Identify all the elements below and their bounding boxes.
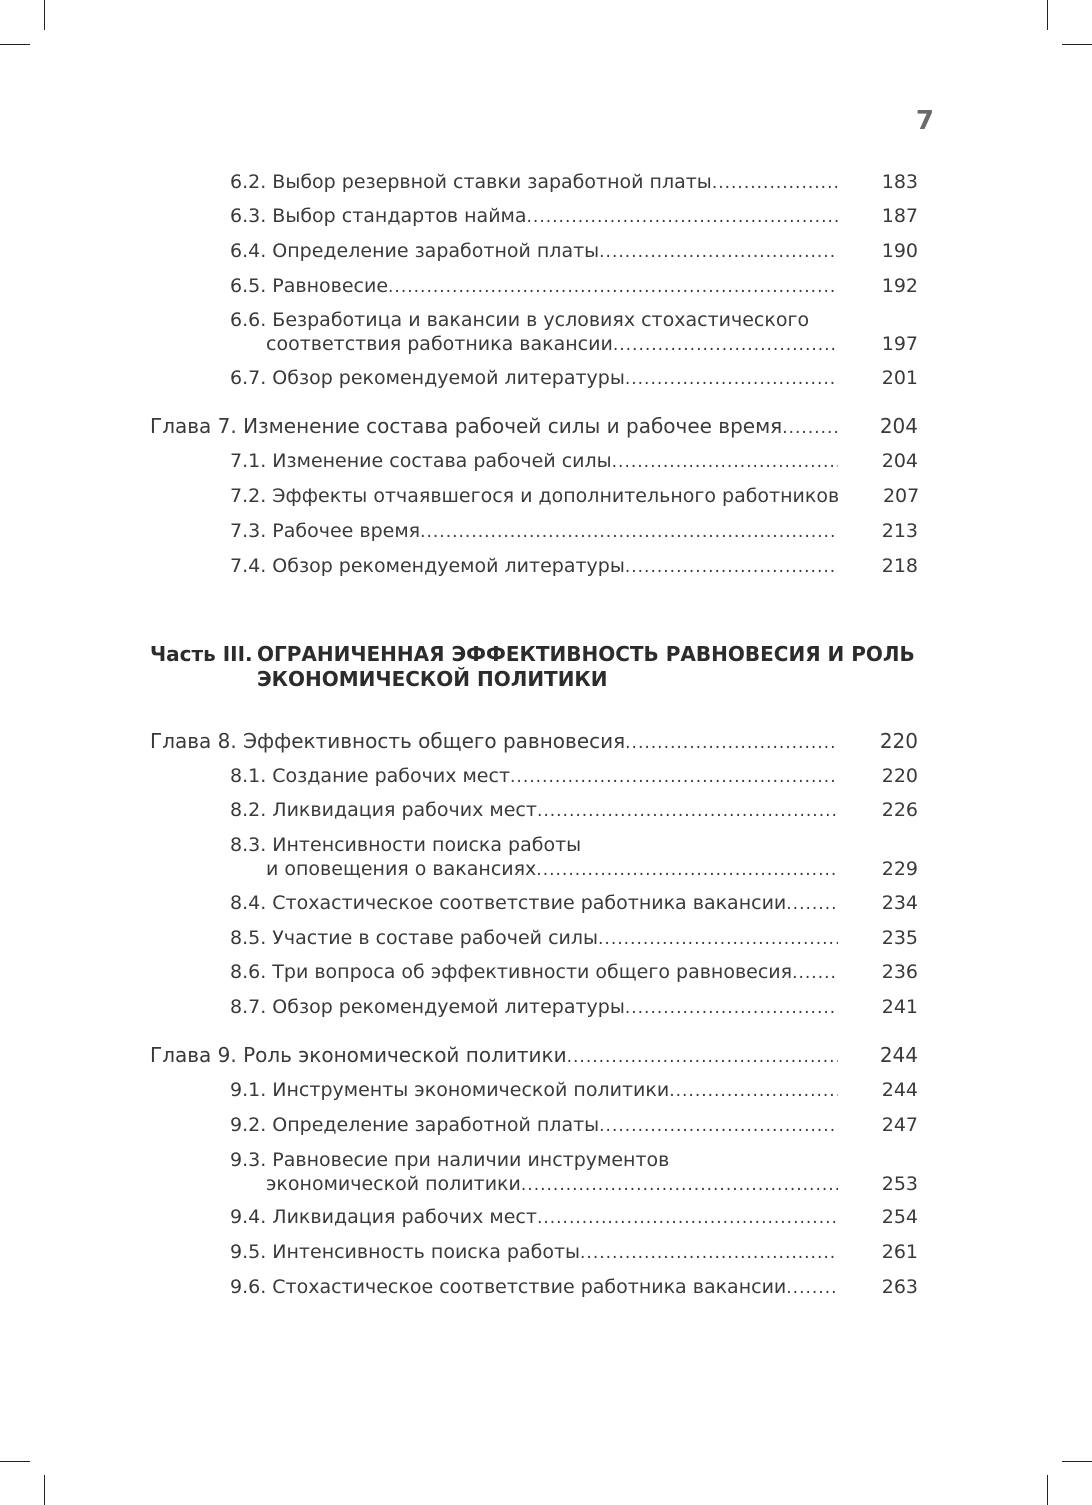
toc-entry-page: 218 [881,555,918,577]
toc-entry[interactable] [230,995,918,1020]
toc-entry[interactable] [230,239,918,264]
leader-dots [669,1079,838,1103]
toc-entry-title: 9.3. Равновесие при наличии инструментов [230,1149,670,1171]
toc-entry-title: 8.7. Обзор рекомендуемой литературы [230,996,625,1018]
toc-entry[interactable] [230,891,918,916]
toc-entry-page: 207 [882,485,920,507]
toc-entry[interactable] [230,798,918,823]
part-title-line1: ОГРАНИЧЕННАЯ ЭФФЕКТИВНОСТЬ РАВНОВЕСИЯ И РОЛЬ [257,642,915,666]
toc-entry[interactable] [230,764,918,789]
toc-entry-title: 7.3. Рабочее время [230,520,421,542]
leader-dots [625,731,838,755]
toc-entry-title-cont: соответствия работника вакансии [266,333,613,355]
toc-entry[interactable] [230,308,918,357]
toc-chapter-title: Глава 8. Эффективность общего равновесия [150,729,626,753]
leader-dots [537,1206,838,1230]
leader-dots [388,275,838,299]
toc-entry-page: 263 [881,1276,918,1298]
toc-chapter-title: Глава 9. Роль экономической политики [150,1043,567,1067]
crop-mark [1062,1461,1092,1462]
part-title-line2: ЭКОНОМИЧЕСКОЙ ПОЛИТИКИ [257,667,608,691]
toc-entry-page: 253 [881,1173,918,1195]
leader-dots [612,450,838,474]
crop-mark [1047,1475,1048,1505]
toc-entry-title: 8.6. Три вопроса об эффективности общего равновесия [230,961,793,983]
toc-entry-title: 6.6. Безработица и вакансии в условиях стохастического [230,309,810,331]
leader-dots [567,1045,838,1069]
toc-entry-title: 7.2. Эффекты отчаявшегося и дополнительного работников [230,485,840,507]
toc-entry-page: 235 [881,927,918,949]
leader-dots [510,765,838,789]
toc-entry-title: 9.1. Инструменты экономической политики [230,1079,670,1101]
leader-dots [599,1114,838,1138]
toc-entry[interactable] [230,449,918,474]
toc-chapter-page: 204 [879,414,918,438]
toc-chapter[interactable] [150,414,918,440]
toc-entry[interactable] [230,926,918,951]
leader-dots [712,171,838,195]
toc-entry-page: 254 [881,1206,918,1228]
toc-entry-title: 9.6. Стохастическое соответствие работника вакансии [230,1276,787,1298]
toc-entry-page: 244 [881,1079,918,1101]
leader-dots [613,333,838,357]
toc-entry-page: 197 [881,333,918,355]
toc-entry-page: 204 [881,450,918,472]
toc-chapter-page: 220 [879,729,918,753]
leader-dots [625,996,838,1020]
toc-entry-title: 9.5. Интенсивность поиска работы [230,1241,581,1263]
toc-entry[interactable] [230,274,918,299]
toc-entry[interactable] [230,1113,918,1138]
crop-mark [1047,0,1048,30]
toc-entry-page: 236 [881,961,918,983]
leader-dots [625,367,838,391]
toc-entry-page: 220 [881,765,918,787]
toc-entry-title: 7.4. Обзор рекомендуемой литературы [230,555,625,577]
toc-entry-title: 9.4. Ликвидация рабочих мест [230,1206,537,1228]
leader-dots [782,416,838,440]
toc-entry-page: 261 [881,1241,918,1263]
toc-entry-page: 241 [881,996,918,1018]
leader-dots [786,1276,838,1300]
toc-entry-page: 201 [881,367,918,389]
toc-entry[interactable] [230,1275,918,1300]
crop-mark [44,1475,45,1505]
crop-mark [0,44,30,45]
toc-entry-title: 6.4. Определение заработной платы [230,240,600,262]
toc-entry-page: 183 [881,171,918,193]
toc-entry-title-cont: и оповещения о вакансиях [266,858,537,880]
toc-entry[interactable] [230,1078,918,1103]
toc-entry-page: 190 [881,240,918,262]
toc-entry-title: 6.2. Выбор резервной ставки заработной платы [230,171,712,193]
toc-entry[interactable] [230,170,918,195]
toc-chapter-page: 244 [879,1043,918,1067]
toc-entry-title: 8.4. Стохастическое соответствие работника вакансии [230,892,787,914]
toc-entry-title: 7.1. Изменение состава рабочей силы [230,450,612,472]
crop-mark [44,0,45,30]
leader-dots [580,1241,838,1265]
toc-entry[interactable] [230,1148,918,1197]
toc-entry-title: 6.5. Равновесие [230,275,389,297]
leader-dots [536,858,838,882]
page-number: 7 [915,106,934,136]
toc-entry-page: 192 [881,275,918,297]
toc-entry-page: 234 [881,892,918,914]
leader-dots [599,240,838,264]
leader-dots [786,892,838,916]
part-heading [150,642,915,692]
toc-entry[interactable] [230,960,918,985]
toc-entry-page: 247 [881,1114,918,1136]
toc-entry[interactable] [230,484,918,509]
toc-entry[interactable] [230,1205,918,1230]
toc-entry[interactable] [230,366,918,391]
toc-entry-title: 9.2. Определение заработной платы [230,1114,600,1136]
toc-entry-title: 6.3. Выбор стандартов найма [230,205,527,227]
leader-dots [521,1173,838,1197]
toc-entry-title: 8.3. Интенсивности поиска работы [230,834,582,856]
crop-mark [1062,44,1092,45]
leader-dots [625,555,838,579]
crop-mark [0,1461,30,1462]
toc-entry-title-cont: экономической политики [266,1173,521,1195]
leader-dots [598,927,838,951]
toc-entry-page: 187 [881,205,918,227]
toc-entry-title: 8.2. Ликвидация рабочих мест [230,799,537,821]
leader-dots [537,799,838,823]
leader-dots [420,520,838,544]
toc-chapter[interactable] [150,729,918,755]
toc-entry[interactable] [230,1240,918,1265]
toc-entry-page: 226 [881,799,918,821]
leader-dots [792,961,838,985]
toc-entry[interactable] [230,554,918,579]
toc-entry-page: 229 [881,858,918,880]
leader-dots [527,205,838,229]
toc-entry-title: 8.1. Создание рабочих мест [230,765,511,787]
toc-entry[interactable] [230,204,918,229]
toc-chapter[interactable] [150,1043,918,1069]
toc-entry[interactable] [230,833,918,882]
part-label: Часть III. [150,642,253,666]
toc-entry-title: 8.5. Участие в составе рабочей силы [230,927,599,949]
toc-entry[interactable] [230,519,918,544]
toc-chapter-title: Глава 7. Изменение состава рабочей силы и рабочее время [150,414,783,438]
toc-entry-page: 213 [881,520,918,542]
toc-entry-title: 6.7. Обзор рекомендуемой литературы [230,367,625,389]
